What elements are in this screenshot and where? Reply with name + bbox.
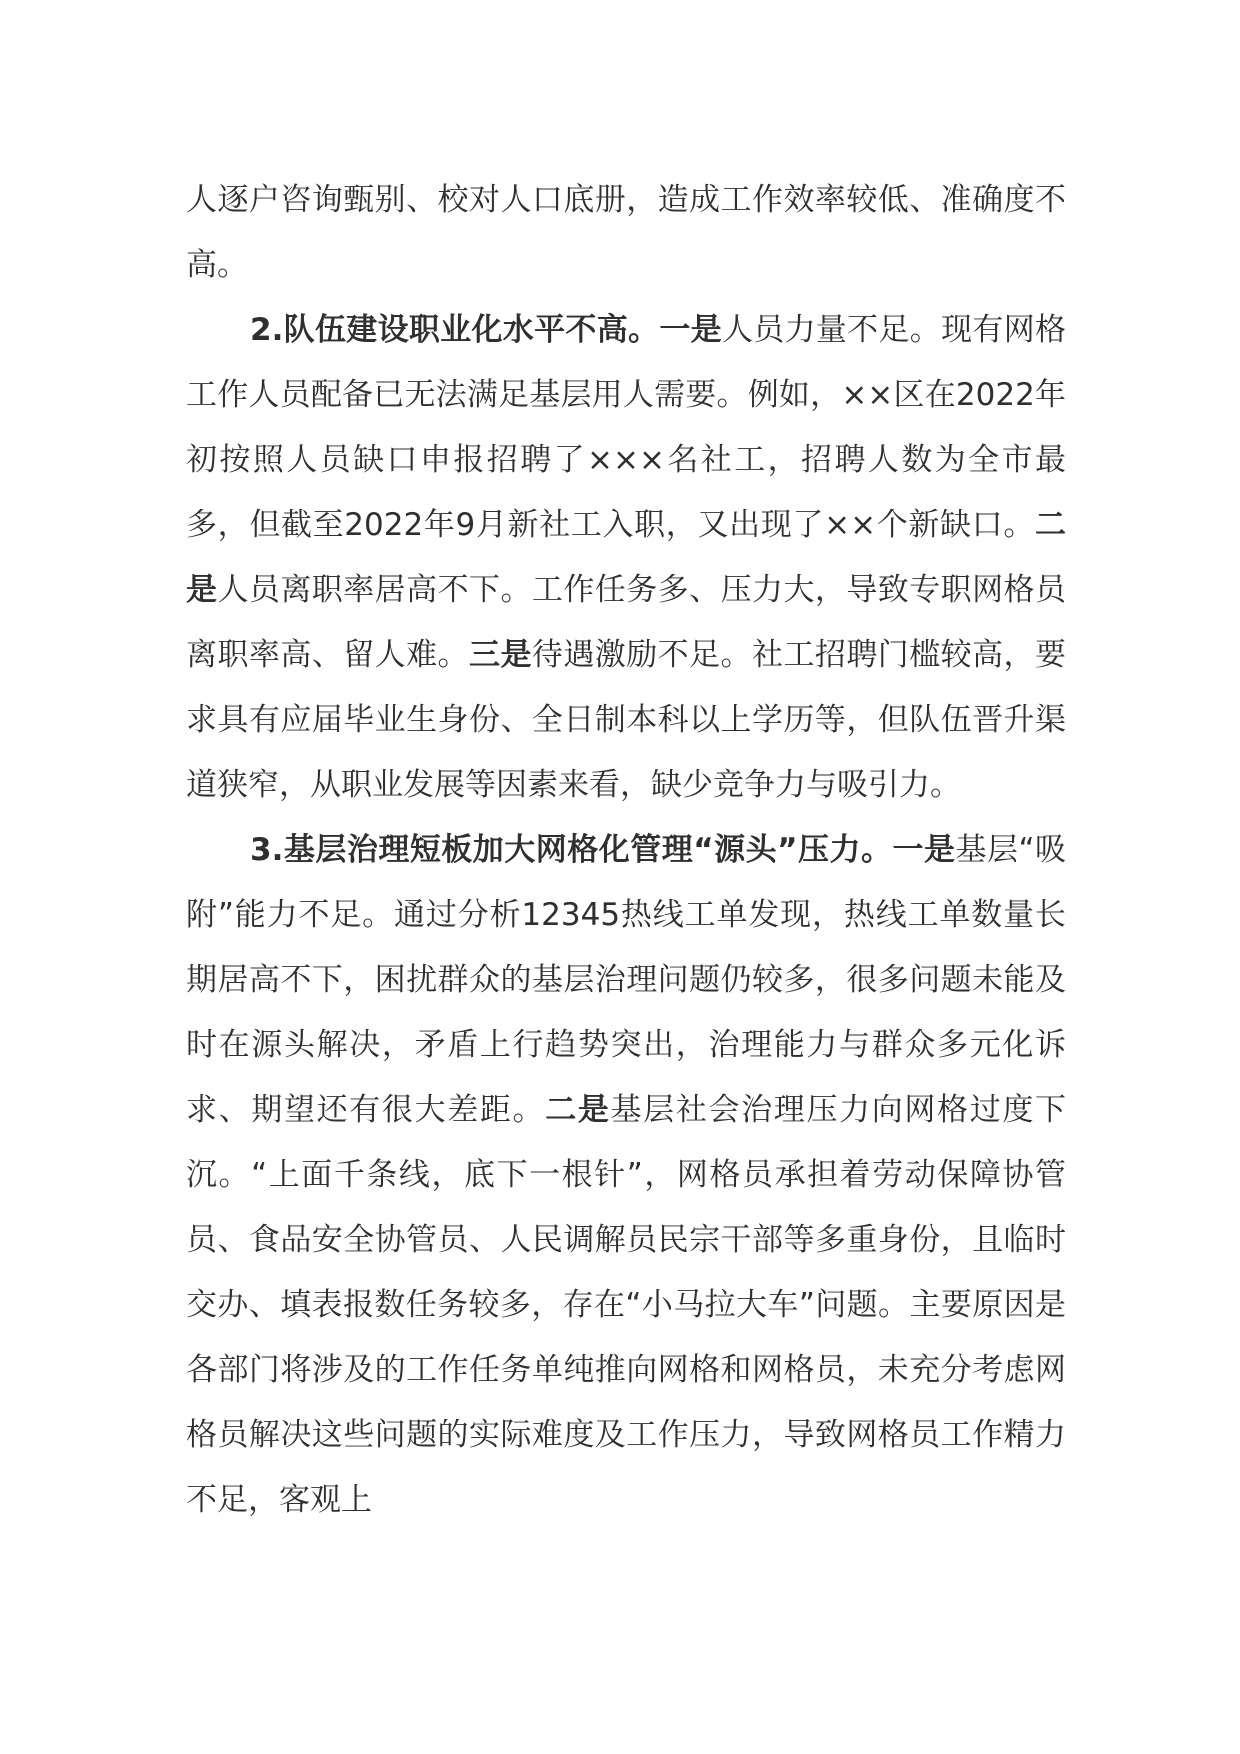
- paragraph-3: [186, 818, 1066, 1533]
- point-marker-second: 二是: [545, 1092, 611, 1128]
- document-body: [186, 168, 1066, 1533]
- point-marker-first: 一是: [659, 312, 722, 348]
- paragraph-2-text-b: 人员离职率居高不下。工作任务多、压力大，导致专职网格员离职率高、留人难。: [186, 572, 1067, 673]
- paragraph-1-text: 人逐户咨询甄别、校对人口底册，造成工作效率较低、准确度不高。: [186, 182, 1066, 283]
- section-heading-team-building: 2.队伍建设职业化水平不高。: [250, 312, 660, 348]
- paragraph-2-text-a: 人员力量不足。现有网格工作人员配备已无法满足基层用人需要。例如，××区在2022年初按照人员缺口申报招聘了×××名社工，招聘人数为全市最多，但截至2022年9月新社工入职，又出现了××个新缺口。: [186, 312, 1067, 543]
- paragraph-2: [186, 298, 1066, 818]
- paragraph-3-text-b: 基层社会治理压力向网格过度下沉。“上面千条线，底下一根针”，网格员承担着劳动保障协管员、食品安全协管员、人民调解员民宗干部等多重身份，且临时交办、填表报数任务较多，存在“小马拉大车”问题。主要原因是各部门将涉及的工作任务单纯推向网格和网格员，未充分考虑网格员解决这些问题的实际难度及工作压力，导致网格员工作精力不足，客观上: [186, 1092, 1067, 1518]
- point-marker-second: 二是: [186, 507, 1066, 608]
- point-marker-third: 三是: [469, 637, 532, 673]
- paragraph-2-text-c: 待遇激励不足。社工招聘门槛较高，要求具有应届毕业生身份、全日制本科以上学历等，但队伍晋升渠道狭窄，从职业发展等因素来看，缺少竞争力与吸引力。: [186, 637, 1066, 803]
- paragraph-1: [186, 168, 1066, 298]
- paragraph-3-text-a: 基层“吸附”能力不足。通过分析12345热线工单发现，热线工单数量长期居高不下，困扰群众的基层治理问题仍较多，很多问题未能及时在源头解决，矛盾上行趋势突出，治理能力与群众多元化诉求、期望还有很大差距。: [186, 832, 1067, 1128]
- point-marker-first: 一是: [892, 832, 956, 868]
- section-heading-grassroots-governance: 3.基层治理短板加大网格化管理“源头”压力。: [250, 832, 893, 868]
